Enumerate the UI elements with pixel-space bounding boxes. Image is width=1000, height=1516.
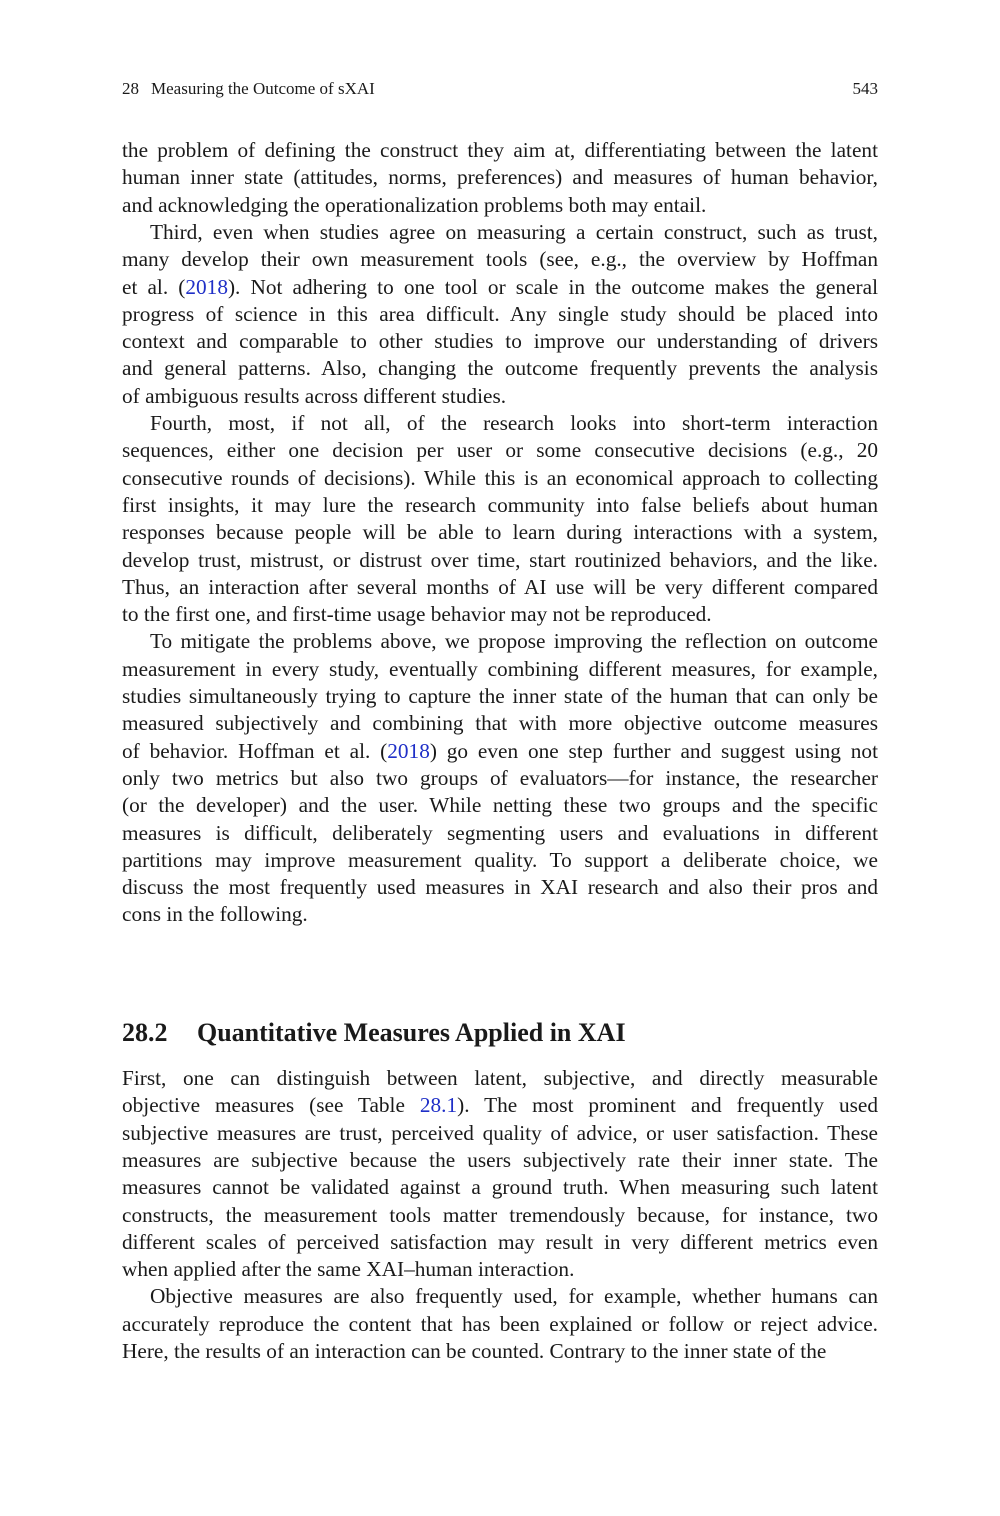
text-span: constructs, the measurement tools matter tremendously because, for instance, two [122, 1202, 878, 1227]
text-line [122, 874, 878, 901]
text-line [122, 1256, 878, 1283]
text-line [122, 1338, 878, 1365]
text-span: only two metrics but also two groups of evaluators—for instance, the researcher [122, 765, 878, 790]
running-head [122, 79, 878, 101]
text-span: sequences, either one decision per user or some consecutive decisions (e.g., 20 [122, 438, 878, 463]
text-line [122, 1229, 878, 1256]
text-span: measures cannot be validated against a ground truth. When measuring such latent [122, 1175, 878, 1200]
text-line [122, 1147, 878, 1174]
section-title: Quantitative Measures Applied in XAI [197, 1017, 626, 1047]
running-head-chapter [122, 79, 375, 99]
text-line [122, 519, 878, 546]
page-number: 543 [852, 79, 878, 98]
text-span: ). Not adhering to one tool or scale in the outcome makes the general [227, 274, 878, 299]
text-line [122, 820, 878, 847]
text-line [122, 383, 878, 410]
text-span: ) go even one step further and suggest using not [429, 738, 878, 763]
text-line [122, 164, 878, 191]
text-line [122, 1311, 878, 1338]
text-line [122, 192, 878, 219]
text-line [122, 1120, 878, 1147]
text-span: context and comparable to other studies to improve our understanding of drivers [122, 329, 878, 354]
text-line [122, 738, 878, 765]
text-line [122, 1092, 878, 1119]
text-span: ). The most prominent and frequently used [457, 1093, 878, 1118]
text-line [122, 547, 878, 574]
text-line [122, 465, 878, 492]
text-span: partitions may improve measurement quality. To support a deliberate choice, we [122, 847, 878, 872]
text-span: Third, even when studies agree on measuring a certain construct, such as trust, [150, 219, 878, 244]
text-span: first insights, it may lure the research community into false beliefs about human [122, 492, 878, 517]
text-line [150, 410, 878, 437]
text-line [122, 437, 878, 464]
text-line [122, 301, 878, 328]
chapter-title: Measuring the Outcome of sXAI [151, 79, 375, 98]
text-line [122, 656, 878, 683]
text-span: et al. ( [122, 274, 186, 299]
text-line [122, 574, 878, 601]
text-span: when applied after the same XAI–human interaction. [122, 1257, 575, 1282]
text-span: of behavior. Hoffman et al. ( [122, 738, 388, 763]
text-span: objective measures (see Table [122, 1093, 420, 1118]
text-line [122, 492, 878, 519]
text-line [122, 710, 878, 737]
text-line [122, 328, 878, 355]
citation-link[interactable]: 28.1 [419, 1093, 458, 1118]
text-span: measures is difficult, deliberately segmenting users and evaluations in different [122, 820, 878, 845]
text-span: (or the developer) and the user. While netting these two groups and the specific [122, 793, 878, 818]
text-line [122, 601, 878, 628]
section-heading [122, 1018, 626, 1048]
text-span: different scales of perceived satisfaction may result in very different metrics even [122, 1229, 878, 1254]
text-line [122, 792, 878, 819]
text-span: responses because people will be able to learn during interactions with a system, [122, 520, 878, 545]
text-span: measures are subjective because the users subjectively rate their inner state. The [122, 1147, 878, 1172]
text-span: cons in the following. [122, 902, 308, 927]
text-line [122, 901, 878, 928]
text-span: accurately reproduce the content that has been explained or follow or reject advice. [122, 1311, 878, 1336]
text-span: Thus, an interaction after several months of AI use will be very different compared [122, 574, 878, 599]
text-line [150, 628, 878, 655]
text-span: of ambiguous results across different studies. [122, 383, 507, 408]
text-span: Here, the results of an interaction can be counted. Contrary to the inner state of the [122, 1339, 827, 1363]
text-span: Fourth, most, if not all, of the research looks into short-term interaction [150, 411, 878, 435]
citation-link[interactable]: 2018 [387, 738, 430, 763]
text-span: discuss the most frequently used measures in XAI research and also their pros and [122, 875, 878, 900]
text-span: First, one can distinguish between latent, subjective, and directly measurable [122, 1066, 878, 1090]
section-number: 28.2 [122, 1017, 168, 1047]
text-span: consecutive rounds of decisions). While this is an economical approach to collecting [122, 465, 878, 490]
text-line [122, 1202, 878, 1229]
text-line [150, 1283, 878, 1310]
text-line [122, 355, 878, 382]
citation-link[interactable]: 2018 [185, 274, 228, 299]
text-line [122, 1174, 878, 1201]
text-span: many develop their own measurement tools (see, e.g., the overview by Hoffman [122, 247, 878, 272]
text-span: and acknowledging the operationalization problems both may entail. [122, 192, 707, 217]
text-span: develop trust, mistrust, or distrust over time, start routinized behaviors, and the like. [122, 547, 878, 572]
text-line [122, 683, 878, 710]
text-span: human inner state (attitudes, norms, preferences) and measures of human behavior, [122, 165, 878, 190]
text-span: studies simultaneously trying to capture the inner state of the human that can only be [122, 684, 878, 708]
text-span: to the first one, and first-time usage behavior may not be reproduced. [122, 602, 712, 627]
text-line [122, 246, 878, 273]
text-span: measurement in every study, eventually combining different measures, for example, [122, 656, 878, 681]
text-span: progress of science in this area difficult. Any single study should be placed into [122, 301, 878, 326]
text-line [122, 1065, 878, 1092]
text-line [122, 274, 878, 301]
text-span: subjective measures are trust, perceived quality of advice, or user satisfaction. These [122, 1120, 878, 1145]
text-span: measured subjectively and combining that with more objective outcome measures [122, 711, 878, 736]
text-span: and general patterns. Also, changing the outcome frequently prevents the analysis [122, 356, 878, 381]
chapter-number: 28 [122, 79, 139, 98]
text-line [122, 765, 878, 792]
text-line [150, 219, 878, 246]
text-span: the problem of defining the construct they aim at, differentiating between the latent [122, 138, 878, 162]
text-line [122, 137, 878, 164]
text-span: To mitigate the problems above, we propose improving the reflection on outcome [150, 629, 878, 654]
text-line [122, 847, 878, 874]
text-span: Objective measures are also frequently used, for example, whether humans can [150, 1284, 878, 1309]
